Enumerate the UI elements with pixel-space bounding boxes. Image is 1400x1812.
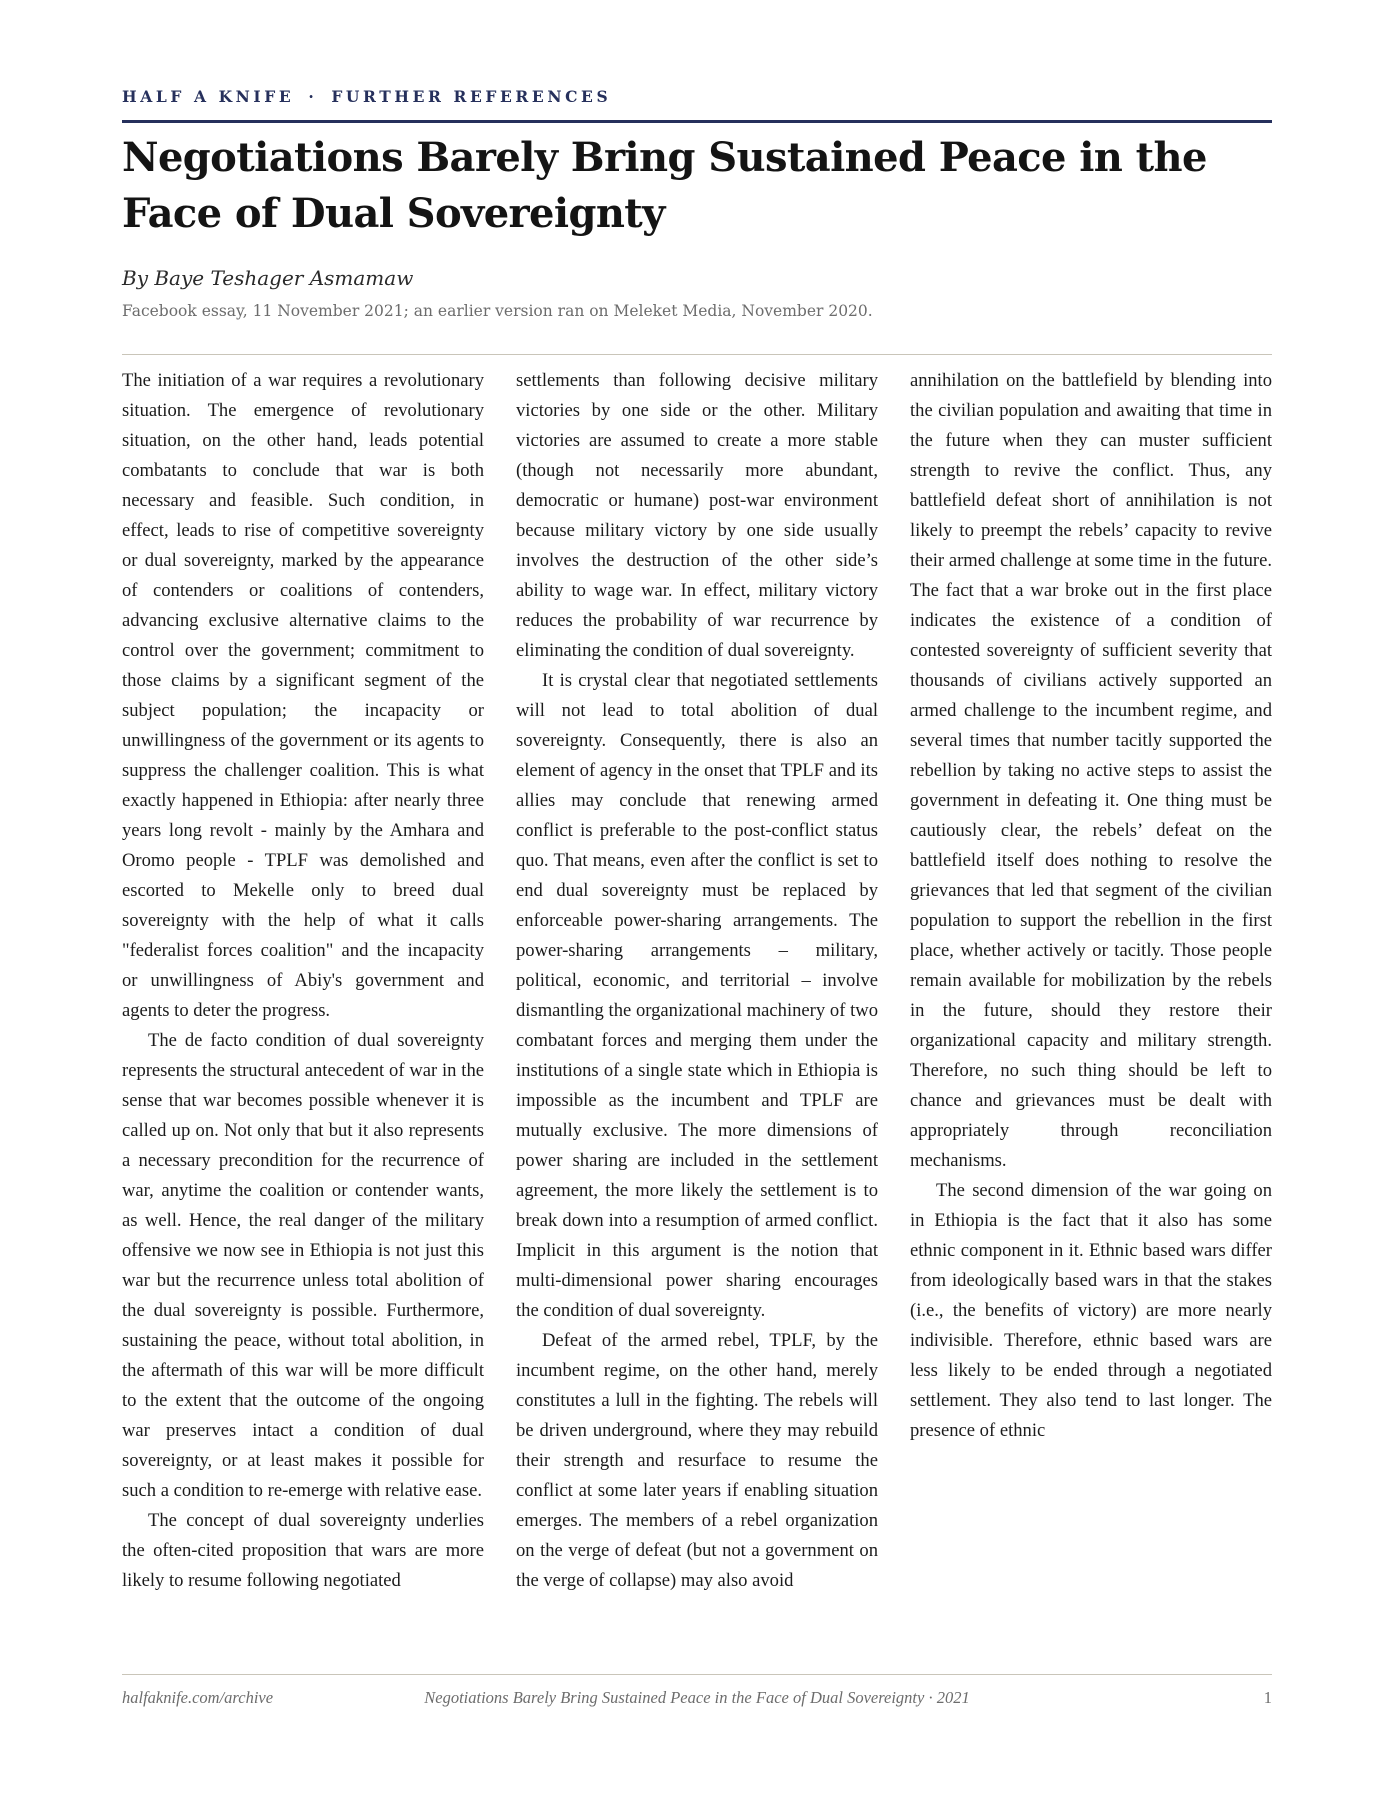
text-column-3	[910, 366, 1272, 1616]
footer-site-link[interactable]: halfaknife.com/archive	[122, 1688, 274, 1707]
paragraph-4: It is crystal clear that negotiated settlements will not lead to total abolition of dual sovereignty. Consequently, there is also an element of agency in the onset that TPLF and its allies may conclude that renewing armed conflict is preferable to the post-conflict status quo. That means, even after the conflict is set to end dual sovereignty must be replaced by enforceable power-sharing arrangements. The power-sharing arrangements – military, political, economic, and territorial – involve dismantling the organizational machinery of two combatant forces and merging them under the institutions of a single state which in Ethiopia is impossible as the incumbent and TPLF are mutually exclusive. The more dimensions of power sharing are included in the settlement agreement, the more likely the settlement is to break down into a resumption of armed conflict. Implicit in this argument is the notion that multi-dimensional power sharing encourages the condition of dual sovereignty.	[516, 670, 878, 1321]
text-column-1	[122, 366, 484, 1616]
running-header	[122, 87, 611, 106]
paragraph-1: The initiation of a war requires a revolutionary situation. The emergence of revolutionary situation, on the other hand, leads potential combatants to conclude that war is both necessary and feasible. Such condition, in effect, leads to rise of competitive sovereignty or dual sovereignty, marked by the appearance of contenders or coalitions of contenders, advancing exclusive alternative claims to the control over the government; commitment to those claims by a significant segment of the subject population; the incapacity or unwillingness of the government or its agents to suppress the challenger coalition. This is what exactly happened in Ethiopia: after nearly three years long revolt - mainly by the Amhara and Oromo people - TPLF was demolished and escorted to Mekelle only to breed dual sovereignty with the help of what it calls "federalist forces coalition" and the incapacity or unwillingness of Abiy's government and agents to deter the progress.	[122, 370, 484, 1021]
paragraph-5-cont: annihilation on the battlefield by blending into the civilian population and awaiting that time in the future when they can muster sufficient strength to revive the conflict. Thus, any battlefield defeat short of annihilation is not likely to preempt the rebels’ capacity to revive their armed challenge at some time in the future. The fact that a war broke out in the first place indicates the existence of a condition of contested sovereignty of sufficient severity that thousands of civilians actively supported an armed challenge to the incumbent regime, and several times that number tacitly supported the rebellion by taking no active steps to assist the government in defeating it. One thing must be cautiously clear, the rebels’ defeat on the battlefield itself does nothing to resolve the grievances that led that segment of the civilian population to support the rebellion in the first place, whether actively or tacitly. Those people remain available for mobilization by the rebels in the future, should they restore their organizational capacity and military strength. Therefore, no such thing should be left to chance and grievances must be dealt with appropriately through reconciliation mechanisms.	[910, 370, 1272, 1171]
page-number: 1	[1263, 1688, 1272, 1707]
section-divider	[122, 354, 1272, 355]
paragraph-2: The de facto condition of dual sovereignty represents the structural antecedent of war in the sense that war becomes possible whenever it is called up on. Not only that but it also represents a necessary precondition for the recurrence of war, anytime the coalition or contender wants, as well. Hence, the real danger of the military offensive we now see in Ethiopia is not just this war but the recurrence unless total abolition of the dual sovereignty is possible. Furthermore, sustaining the peace, without total abolition, in the aftermath of this war will be more difficult to the extent that the outcome of the ongoing war preserves intact a condition of dual sovereignty, or at least makes it possible for such a condition to re-emerge with relative ease.	[122, 1030, 484, 1501]
header-rule	[122, 120, 1272, 123]
section-name: FURTHER REFERENCES	[331, 87, 612, 106]
paragraph-5: Defeat of the armed rebel, TPLF, by the incumbent regime, on the other hand, merely constitutes a lull in the fighting. The rebels will be driven underground, where they may rebuild their strength and resurface to resume the conflict at some later years if enabling situation emerges. The members of a rebel organization on the verge of defeat (but not a government on the verge of collapse) may also avoid	[516, 1330, 878, 1591]
publication-name: HALF A KNIFE	[122, 87, 295, 106]
article-title: Negotiations Barely Bring Sustained Peace in the Face of Dual Sovereignty	[122, 134, 1207, 237]
byline: By Baye Teshager Asmamaw	[122, 266, 414, 290]
footer-running-title: Negotiations Barely Bring Sustained Peace in the Face of Dual Sovereignty · 2021	[424, 1688, 970, 1707]
header-separator: ·	[308, 87, 318, 106]
paragraph-3-cont: settlements than following decisive military victories by one side or the other. Military victories are assumed to create a more stable (though not necessarily more abundant, democratic or humane) post-war environment because military victory by one side usually involves the destruction of the other side’s ability to wage war. In effect, military victory reduces the probability of war recurrence by eliminating the condition of dual sovereignty.	[516, 370, 878, 661]
paragraph-6: The second dimension of the war going on in Ethiopia is the fact that it also has some ethnic component in it. Ethnic based wars differ from ideologically based wars in that the stakes (i.e., the benefits of victory) are more nearly indivisible. Therefore, ethnic based wars are less likely to be ended through a negotiated settlement. They also tend to last longer. The presence of ethnic	[910, 1180, 1272, 1441]
footer-rule	[122, 1674, 1272, 1675]
page-footer	[122, 1688, 1272, 1712]
source-note: Facebook essay, 11 November 2021; an earlier version ran on Meleket Media, November 2020.	[122, 302, 873, 320]
paragraph-3-start: The concept of dual sovereignty underlies the often-cited proposition that wars are more likely to resume following negotiated	[122, 1510, 484, 1591]
article-page	[122, 0, 1272, 1812]
text-column-2	[516, 366, 878, 1616]
